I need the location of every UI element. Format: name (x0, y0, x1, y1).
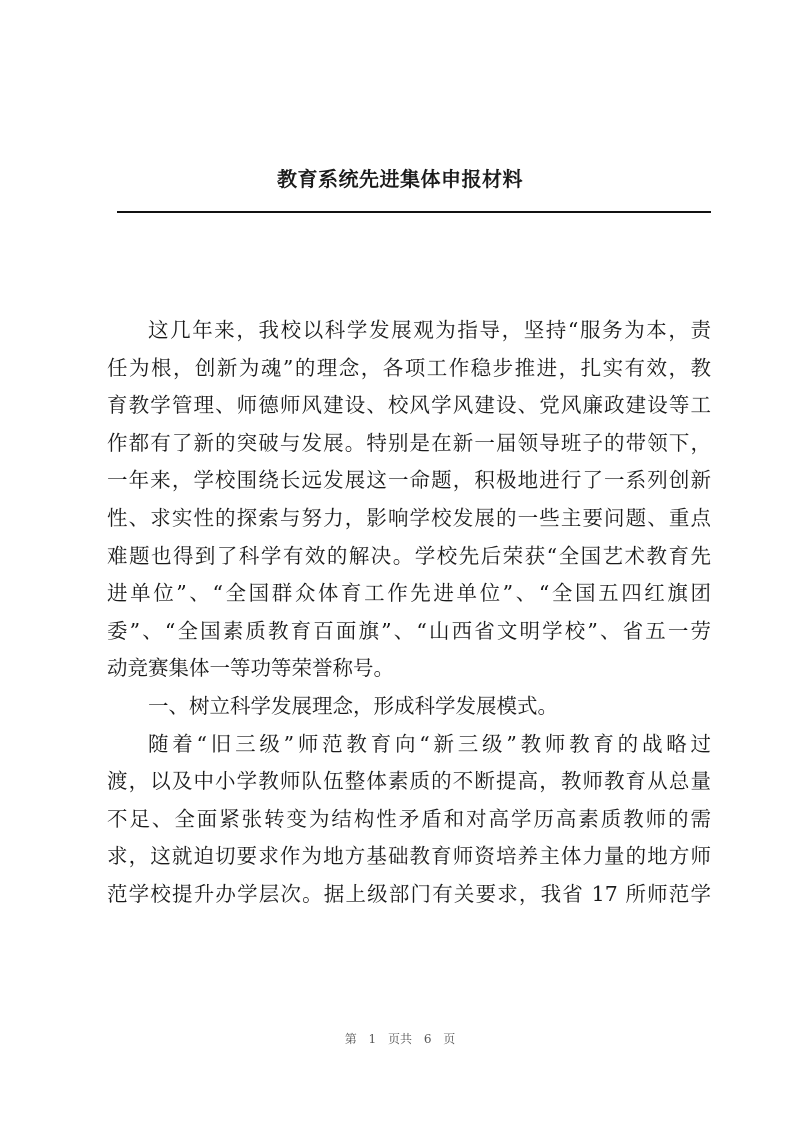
document-body (107, 312, 711, 914)
body-line: 求，这就迫切要求作为地方基础教育师资培养主体力量的地方师 (107, 844, 711, 869)
body-line: 渡，以及中小学教师队伍整体素质的不断提高，教师教育从总量 (107, 769, 711, 794)
body-line: 难题也得到了科学有效的解决。学校先后荣获“全国艺术教育先 (107, 543, 711, 568)
body-line: 范学校提升办学层次。据上级部门有关要求，我省 17 所师范学 (107, 881, 711, 906)
document-title: 教育系统先进集体申报材料 (277, 167, 523, 191)
body-line: 委”、“全国素质教育百面旗”、“山西省文明学校”、省五一劳 (107, 618, 711, 643)
title-divider (117, 211, 711, 213)
body-line: 一年来，学校围绕长远发展这一命题，积极地进行了一系列创新 (107, 468, 711, 493)
section-heading: 一、树立科学发展理念，形成科学发展模式。 (148, 693, 558, 718)
body-line: 不足、全面紧张转变为结构性矛盾和对高学历高素质教师的需 (107, 806, 711, 831)
body-line: 随着“旧三级”师范教育向“新三级”教师教育的战略过 (148, 731, 711, 756)
body-line: 进单位”、“全国群众体育工作先进单位”、“全国五四红旗团 (107, 581, 711, 606)
page-number-footer: 第 1 页共 6 页 (344, 1032, 456, 1046)
body-line: 性、求实性的探索与努力，影响学校发展的一些主要问题、重点 (107, 505, 711, 530)
body-line: 作都有了新的突破与发展。特别是在新一届领导班子的带领下， (107, 430, 711, 455)
body-line: 这几年来，我校以科学发展观为指导，坚持“服务为本，责 (148, 318, 711, 342)
body-line: 任为根，创新为魂”的理念，各项工作稳步推进，扎实有效，教 (107, 355, 711, 380)
body-line: 育教学管理、师德师风建设、校风学风建设、党风廉政建设等工 (107, 393, 711, 418)
body-line: 动竞赛集体一等功等荣誉称号。 (107, 656, 394, 681)
